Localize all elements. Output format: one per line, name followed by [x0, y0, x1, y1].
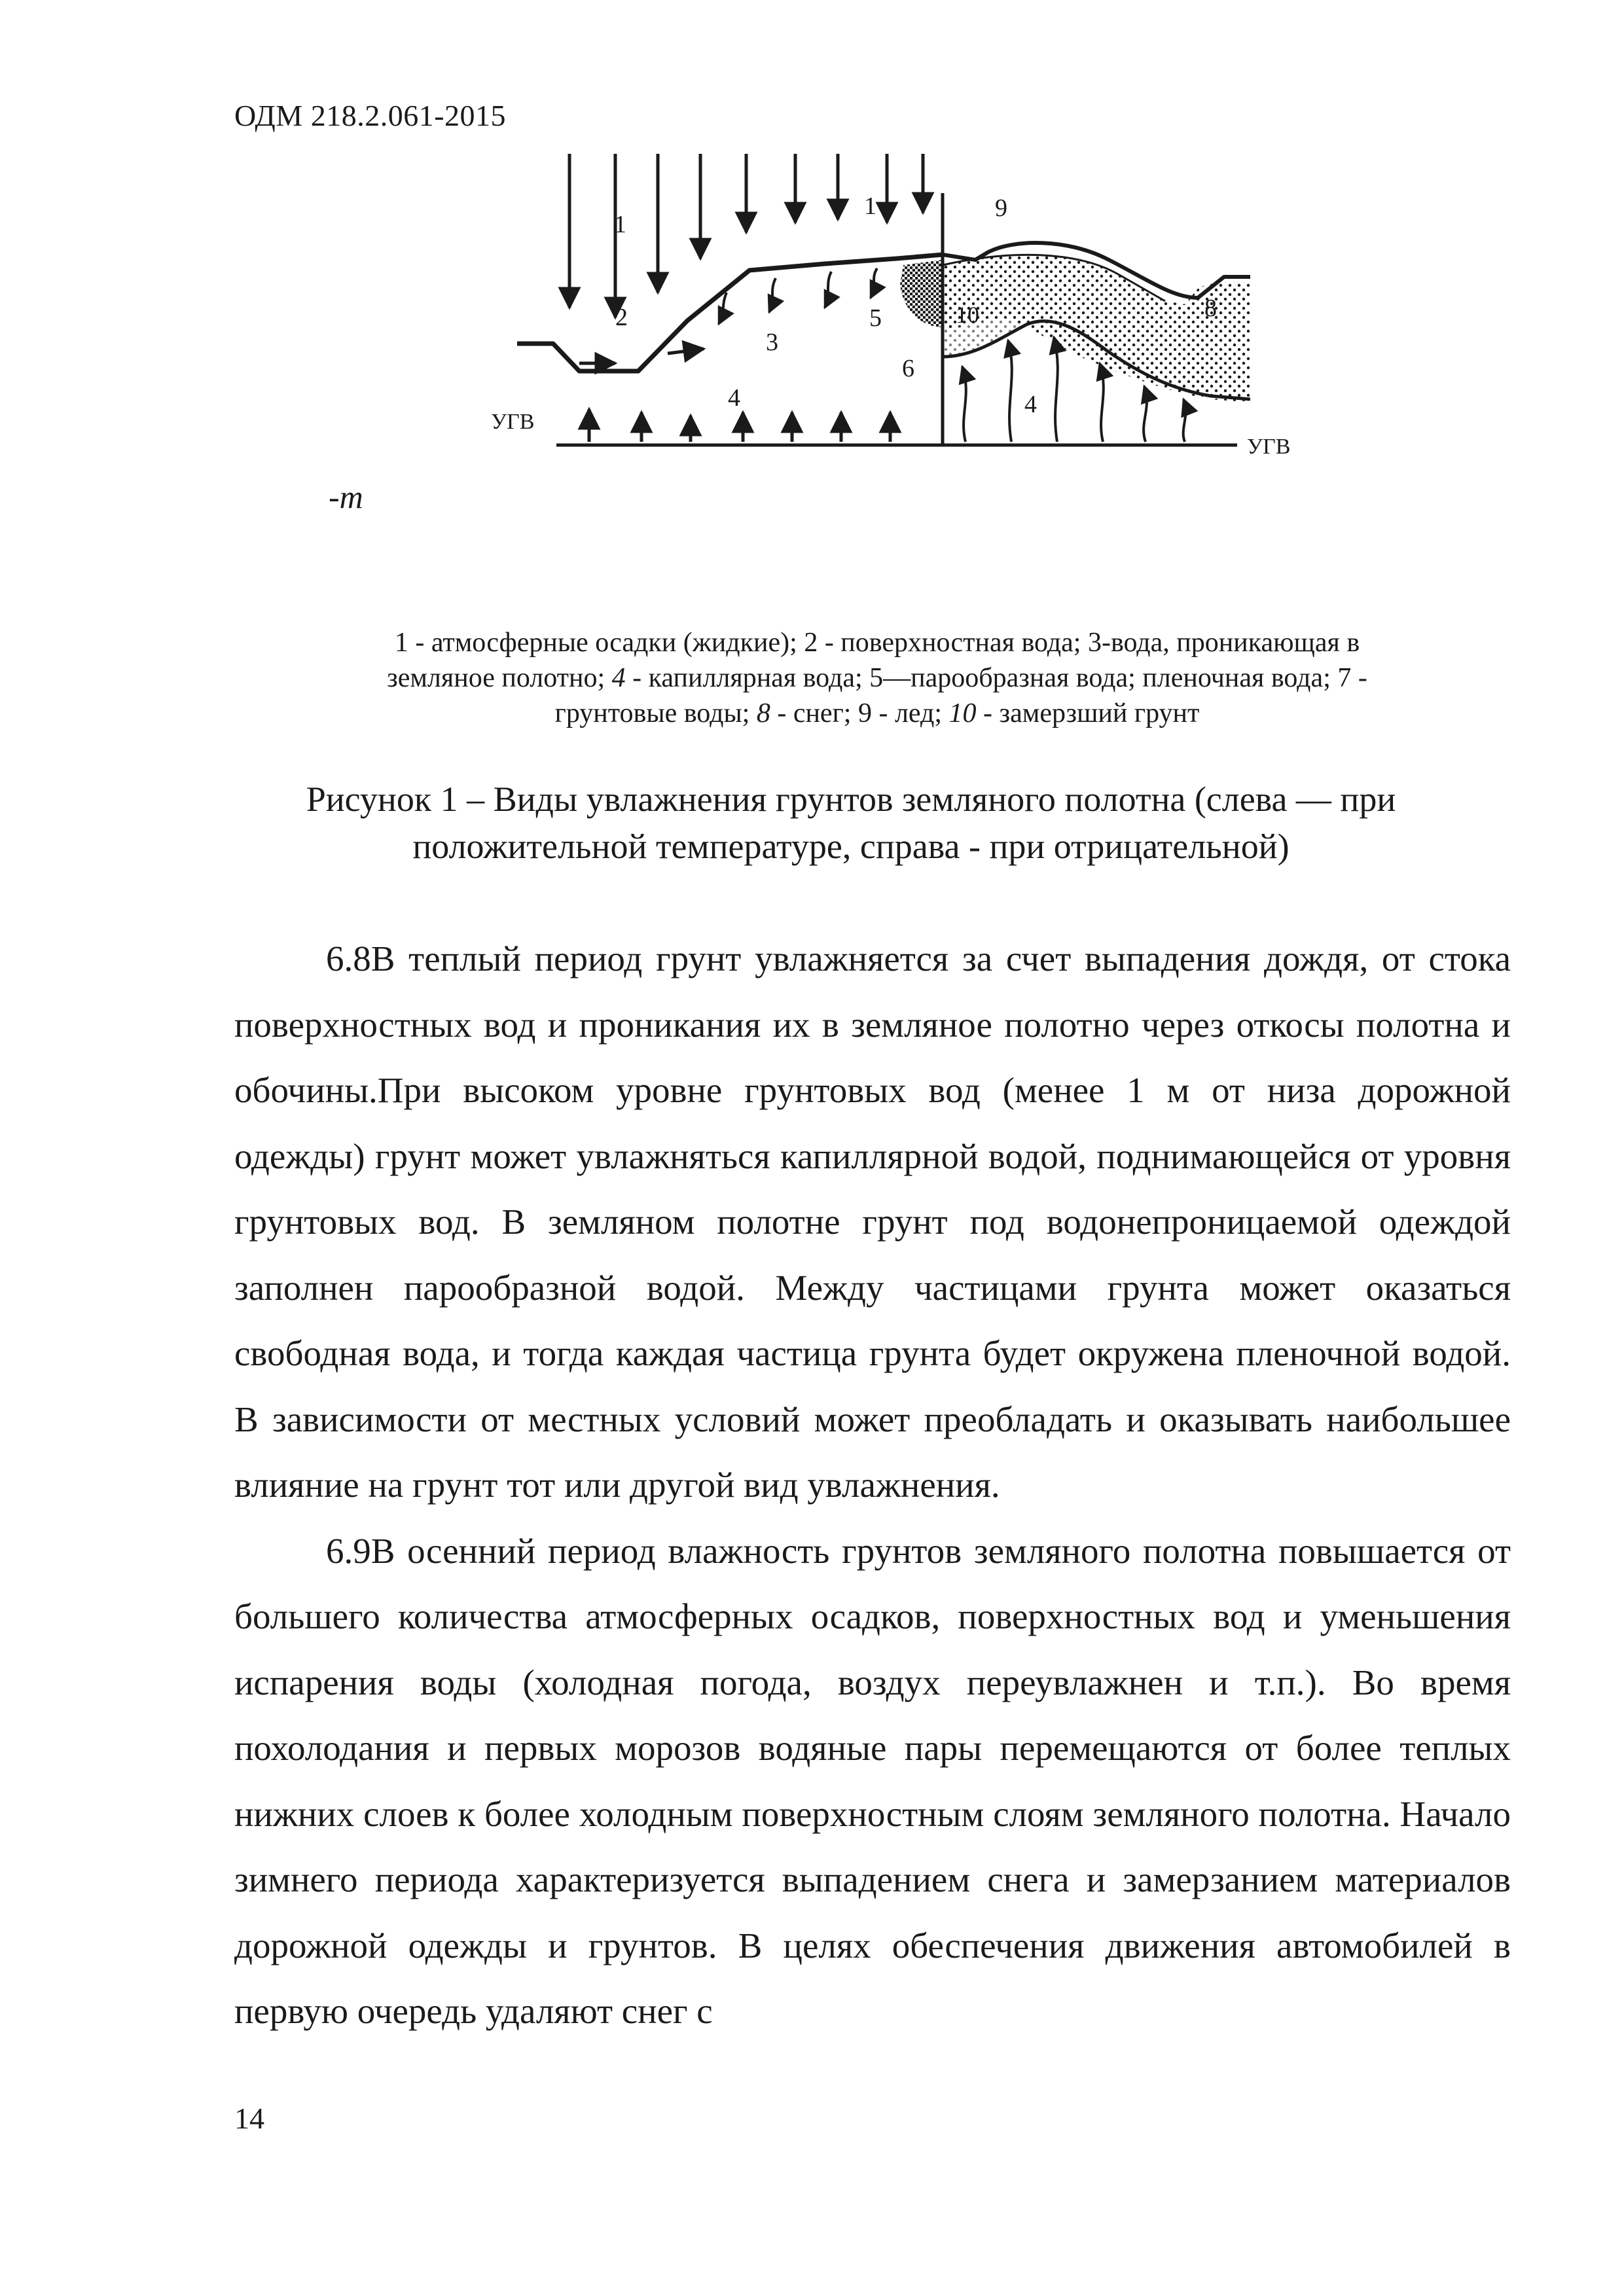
figure-caption — [216, 776, 1486, 870]
figure-legend — [262, 625, 1492, 731]
label-2: 2 — [615, 304, 628, 331]
surface-water-arrows — [579, 349, 704, 363]
page-number: 14 — [234, 2102, 264, 2135]
soil-moisture-diagram — [491, 141, 1381, 481]
paragraph-6-8: 6.8В теплый период грунт увлажняется за счет выпадения дождя, от стока поверхностных вод и проникания их в земляное полотно через откосы полотна и обочины.При высоком уровне грунтовых вод (менее 1 м от низа дорожной одежды) грунт может увлажняться капиллярной водой, поднимающейся от уровня грунтовых вод. В земляном полотне грунт под водонепроницаемой одеждой заполнен парообразной водой. Между частицами грунта может оказаться свободная вода, и тогда каждая частица грунта будет окружена пленочной водой. В зависимости от местных условий может преобладать и оказывать наибольшее влияние на грунт тот или другой вид увлажнения. — [234, 939, 1511, 1505]
label-8: 8 — [1204, 295, 1217, 322]
legend-line-3: грунтовые воды; 8 - снег; 9 - лед; 10 - замерзший грунт — [554, 698, 1200, 728]
label-4-right: 4 — [1024, 391, 1037, 418]
document-code: ОДМ 218.2.061-2015 — [234, 99, 507, 132]
caption-line-1: Рисунок 1 – Виды увлажнения грунтов земляного полотна (слева — при — [306, 780, 1396, 819]
legend-line-1: 1 - атмосферные осадки (жидкие); 2 - поверхностная вода; 3-вода, проникающая в — [394, 628, 1360, 658]
body-text — [234, 926, 1511, 2045]
label-5: 5 — [869, 304, 882, 332]
paragraph-6-9: 6.9В осенний период влажность грунтов земляного полотна повышается от большего количества атмосферных осадков, поверхностных вод и уменьшения испарения воды (холодная погода, воздух переувлажнен и т.п.). Во время похолодания и первых морозов водяные пары перемещаются от более теплых нижних слоев к более холодным поверхностным слоям земляного полотна. Начало зимнего периода характеризуется выпадением снега и замерзанием материалов дорожной одежды и грунтов. В целях обеспечения движения автомобилей в первую очередь удаляют снег с — [234, 1530, 1511, 2031]
legend-line-2: земляное полотно; 4 - капиллярная вода; 5—парообразная вода; пленочная вода; 7 - — [387, 663, 1367, 693]
label-4-left: 4 — [728, 384, 740, 412]
label-ugv-right: УГВ — [1247, 435, 1291, 459]
vapour-lens — [900, 260, 943, 327]
label-ugv-left: УГВ — [491, 410, 535, 434]
frozen-soil-zone — [943, 255, 1250, 403]
label-9: 9 — [995, 194, 1007, 222]
stray-mark: -m — [329, 478, 363, 515]
capillary-arrows-left — [589, 409, 890, 442]
label-6: 6 — [902, 355, 914, 382]
label-1-right: 1 — [864, 192, 876, 220]
caption-line-2: положительной температуре, справа - при отрицательной) — [412, 827, 1290, 866]
soil-moisture-figure — [491, 141, 1381, 481]
label-10: 10 — [956, 302, 979, 328]
label-3: 3 — [766, 329, 778, 356]
label-1-left: 1 — [614, 211, 626, 238]
